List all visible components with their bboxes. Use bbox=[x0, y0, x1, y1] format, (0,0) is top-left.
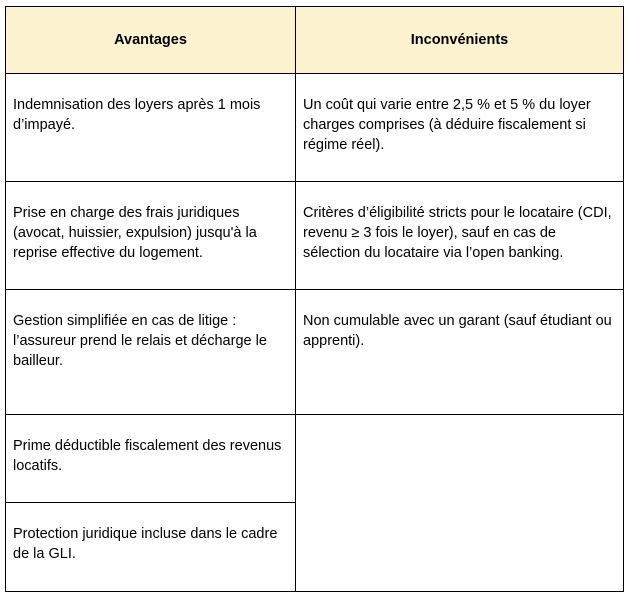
advantage-cell bbox=[6, 290, 296, 415]
disadvantage-text: Non cumulable avec un garant (sauf étudiant ou apprenti). bbox=[303, 313, 612, 349]
advantage-cell bbox=[6, 415, 296, 503]
table-row bbox=[6, 74, 624, 182]
disadvantage-cell bbox=[296, 182, 624, 290]
table-row bbox=[6, 182, 624, 290]
disadvantage-text: Critères d’éligibilité stricts pour le locataire (CDI, revenu ≥ 3 fois le loyer), sauf en cas de sélection du locataire via l’open banking. bbox=[303, 205, 612, 261]
advantage-text: Protection juridique incluse dans le cadre de la GLI. bbox=[13, 526, 278, 562]
advantage-text: Gestion simplifiée en cas de litige : l’assureur prend le relais et décharge le bailleur. bbox=[13, 313, 267, 369]
header-row bbox=[6, 7, 624, 74]
advantage-text: Prime déductible fiscalement des revenus locatifs. bbox=[13, 438, 282, 474]
table-row bbox=[6, 290, 624, 415]
disadvantage-cell bbox=[296, 290, 624, 415]
disadvantage-cell-empty bbox=[296, 415, 624, 592]
header-disadvantages: Inconvénients bbox=[296, 7, 624, 74]
table-row bbox=[6, 415, 624, 503]
header-advantages: Avantages bbox=[6, 7, 296, 74]
advantage-text: Indemnisation des loyers après 1 mois d’impayé. bbox=[13, 97, 261, 133]
advantage-cell bbox=[6, 74, 296, 182]
disadvantage-cell bbox=[296, 74, 624, 182]
pros-cons-table bbox=[5, 6, 624, 592]
disadvantage-text: Un coût qui varie entre 2,5 % et 5 % du loyer charges comprises (à déduire fiscalement si régime réel). bbox=[303, 97, 591, 153]
advantage-cell bbox=[6, 503, 296, 592]
advantage-cell bbox=[6, 182, 296, 290]
advantage-text: Prise en charge des frais juridiques (avocat, huissier, expulsion) jusqu'à la reprise effective du logement. bbox=[13, 205, 257, 261]
